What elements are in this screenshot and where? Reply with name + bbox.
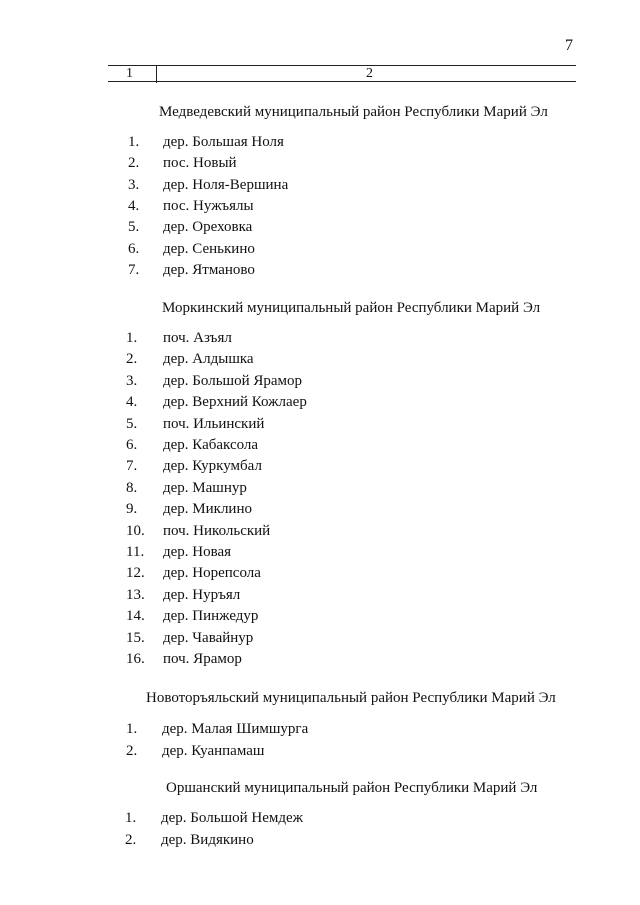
list-item-text: пос. Нужъялы xyxy=(163,197,254,214)
list-item-number: 4. xyxy=(128,197,140,214)
list-item-text: дер. Видякино xyxy=(161,832,254,848)
list-item-number: 15. xyxy=(126,629,145,646)
list-item-number: 5. xyxy=(128,219,140,236)
list-item-text: дер. Большая Ноля xyxy=(163,134,284,150)
header-col2-label: 2 xyxy=(366,66,373,81)
list-item-text: дер. Сенькино xyxy=(163,240,255,257)
list-item-text: дер. Чавайнур xyxy=(163,629,254,646)
list-item-text: дер. Верхний Кожлаер xyxy=(163,394,307,411)
list-item-number: 14. xyxy=(126,608,145,625)
list-item-text: пос. Новый xyxy=(163,155,237,172)
list-item-text: дер. Новая xyxy=(163,544,232,560)
list-item-text: дер. Кабаксола xyxy=(163,437,259,453)
list-item-text: дер. Ятманово xyxy=(163,261,255,278)
section-title: Оршанский муниципальный район Республики Марий Эл xyxy=(166,780,538,796)
list-item-text: поч. Ярамор xyxy=(163,651,242,667)
list-item-number: 8. xyxy=(126,479,138,496)
list-item-number: 1. xyxy=(126,721,138,737)
list-item-text: дер. Куркумбал xyxy=(163,458,262,475)
header-column-divider xyxy=(156,65,157,83)
list-item-text: поч. Азъял xyxy=(163,330,232,346)
list-item-text: дер. Норепсола xyxy=(163,565,261,582)
list-item-text: дер. Большой Немдеж xyxy=(161,810,303,826)
header-bottom-rule xyxy=(108,81,576,82)
list-item-number: 2. xyxy=(126,743,138,759)
list-item-number: 4. xyxy=(126,394,138,411)
header-top-rule xyxy=(108,65,576,66)
table-header xyxy=(108,65,576,84)
list-item-number: 9. xyxy=(126,501,138,518)
list-item-text: дер. Малая Шимшурга xyxy=(162,721,309,737)
page-number: 7 xyxy=(565,37,573,54)
list-item-number: 7. xyxy=(126,458,138,475)
list-item-number: 1. xyxy=(128,134,140,150)
list-item-number: 2. xyxy=(126,351,138,368)
list-item-text: дер. Пинжедур xyxy=(163,608,259,625)
list-item-number: 13. xyxy=(126,586,145,603)
list-item-number: 1. xyxy=(126,330,138,346)
list-item-text: дер. Ореховка xyxy=(163,219,253,236)
list-item-number: 7. xyxy=(128,261,140,278)
section-title: Новоторъяльский муниципальный район Республики Марий Эл xyxy=(146,690,556,706)
list-item-text: дер. Ноля-Вершина xyxy=(163,176,289,193)
list-item-text: дер. Нуръял xyxy=(163,586,241,603)
list-item-number: 6. xyxy=(128,240,140,257)
list-item-number: 11. xyxy=(126,544,145,560)
list-item-text: поч. Ильинский xyxy=(163,415,265,432)
list-item-number: 16. xyxy=(126,651,145,667)
list-item-number: 3. xyxy=(128,176,140,193)
list-item-number: 3. xyxy=(126,372,138,389)
section-title: Медведевский муниципальный район Республики Марий Эл xyxy=(159,104,548,120)
list-item-text: дер. Большой Ярамор xyxy=(163,372,303,389)
list-item-text: дер. Машнур xyxy=(163,479,247,496)
list-item-number: 1. xyxy=(125,810,137,826)
list-item-number: 2. xyxy=(128,155,140,172)
list-item-number: 5. xyxy=(126,415,138,432)
list-item-number: 12. xyxy=(126,565,145,582)
list-item-number: 6. xyxy=(126,437,138,453)
list-item-text: дер. Алдышка xyxy=(163,351,254,368)
list-item-number: 2. xyxy=(125,832,137,848)
list-item-text: дер. Куанпамаш xyxy=(162,743,265,759)
list-item-text: поч. Никольский xyxy=(163,522,271,539)
section-title: Моркинский муниципальный район Республики Марий Эл xyxy=(162,300,541,316)
list-item-number: 10. xyxy=(126,522,145,539)
list-item-text: дер. Миклино xyxy=(163,501,252,518)
header-col1-label: 1 xyxy=(126,66,133,81)
